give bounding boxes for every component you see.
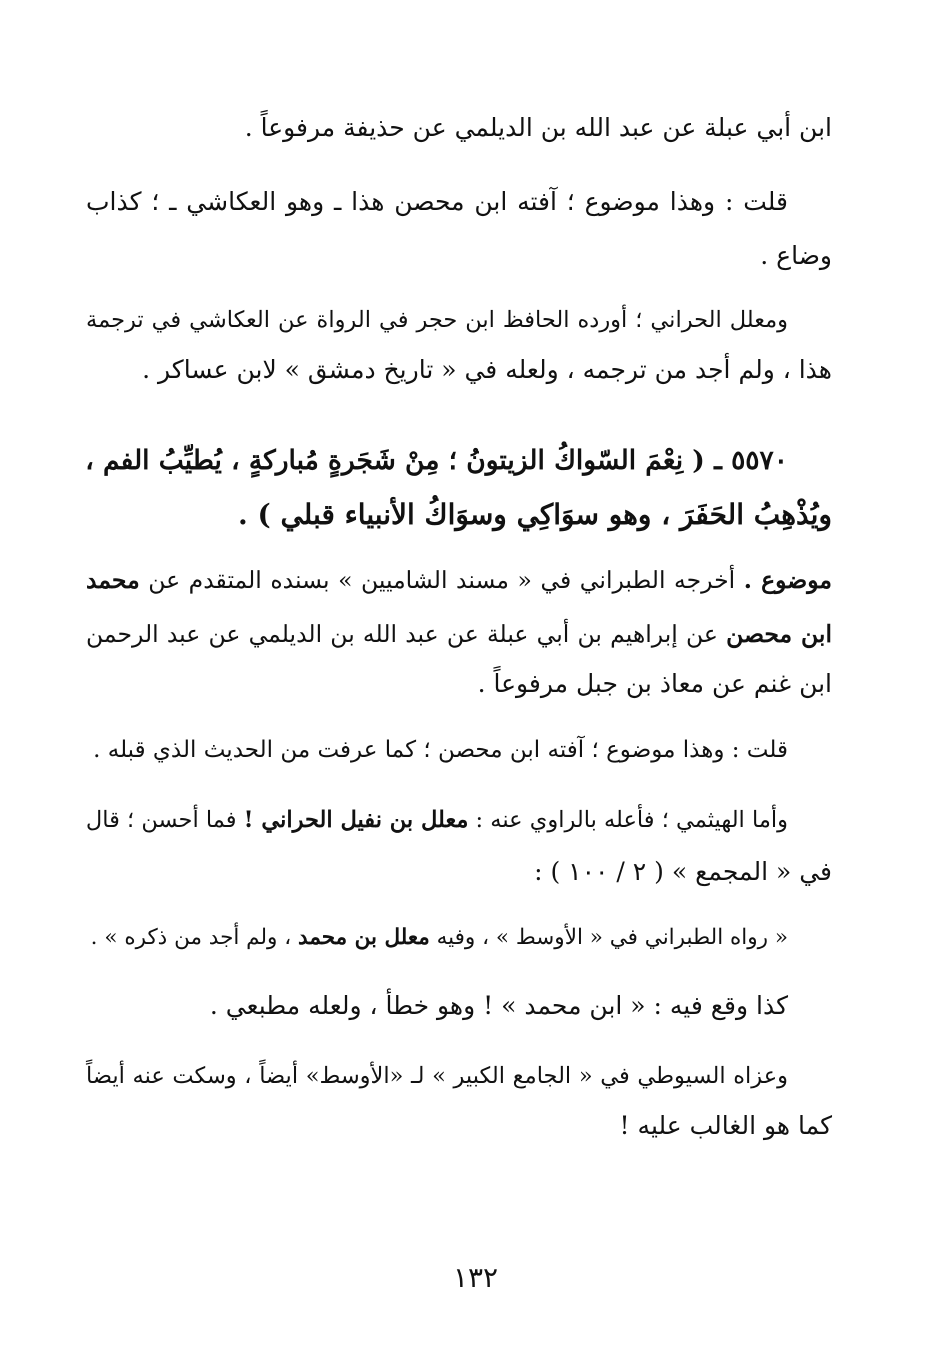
bold-term: موضوع .	[743, 566, 832, 594]
text-line: في « المجمع » ( ٢ / ١٠٠ ) :	[534, 857, 832, 886]
hadith-heading-line: ٥٥٧٠ ـ ( نِعْمَ السّواكُ الزيتونُ ؛ مِنْ شَجَرةٍ مُباركةٍ ، يُطيِّبُ الفم ،	[85, 445, 788, 476]
text-segment: عن إبراهيم بن أبي عبلة عن عبد الله بن الديلمي عن عبد الرحمن	[86, 620, 727, 648]
bold-term: معلل بن محمد	[298, 925, 430, 950]
text-line	[86, 560, 832, 600]
text-line	[86, 918, 832, 958]
text-line: ومعلل الحراني ؛ أورده الحافظ ابن حجر في الرواة عن العكاشي في ترجمة	[86, 307, 788, 333]
bold-term: محمد	[86, 566, 140, 594]
text-line: ابن غنم عن معاذ بن جبل مرفوعاً .	[477, 669, 832, 698]
text-line	[86, 614, 832, 654]
hadith-heading-line: ويُذْهِبُ الحَفَرَ ، وهو سوَاكِي وسوَاكُ الأنبياء قبلي ) .	[237, 498, 832, 531]
text-line	[86, 800, 832, 840]
text-segment: وأما الهيثمي ؛ فأعله بالراوي عنه :	[468, 807, 788, 833]
text-segment: ، ولم أجد من ذكره » .	[90, 925, 299, 950]
text-line: وعزاه السيوطي في « الجامع الكبير » لـ «الأوسط» أيضاً ، وسكت عنه أيضاً	[86, 1063, 788, 1089]
text-line: كما هو الغالب عليه !	[619, 1111, 832, 1140]
page-number: ١٣٢	[452, 1261, 499, 1294]
text-line: ابن أبي عبلة عن عبد الله بن الديلمي عن حذيفة مرفوعاً .	[244, 113, 832, 142]
bold-term: معلل بن نفيل الحراني !	[243, 807, 469, 833]
page-body	[86, 0, 832, 1357]
text-line: كذا وقع فيه : « ابن محمد » ! وهو خطأ ، ولعله مطبعي .	[209, 991, 788, 1020]
bold-term: ابن محصن	[726, 620, 832, 648]
text-line: قلت : وهذا موضوع ؛ آفته ابن محصن ؛ كما عرفت من الحديث الذي قبله .	[93, 737, 788, 763]
text-segment: أخرجه الطبراني في « مسند الشاميين » بسنده المتقدم عن	[139, 566, 744, 594]
text-segment: فما أحسن ؛ قال	[85, 807, 244, 833]
text-line: هذا ، ولم أجد من ترجمه ، ولعله في « تاريخ دمشق » لابن عساكر .	[142, 355, 832, 384]
text-line: وضاع .	[760, 241, 832, 270]
text-line: قلت : وهذا موضوع ؛ آفته ابن محصن هذا ـ وهو العكاشي ـ ؛ كذاب	[86, 187, 788, 216]
text-segment: « رواه الطبراني في « الأوسط » ، وفيه	[429, 925, 788, 950]
